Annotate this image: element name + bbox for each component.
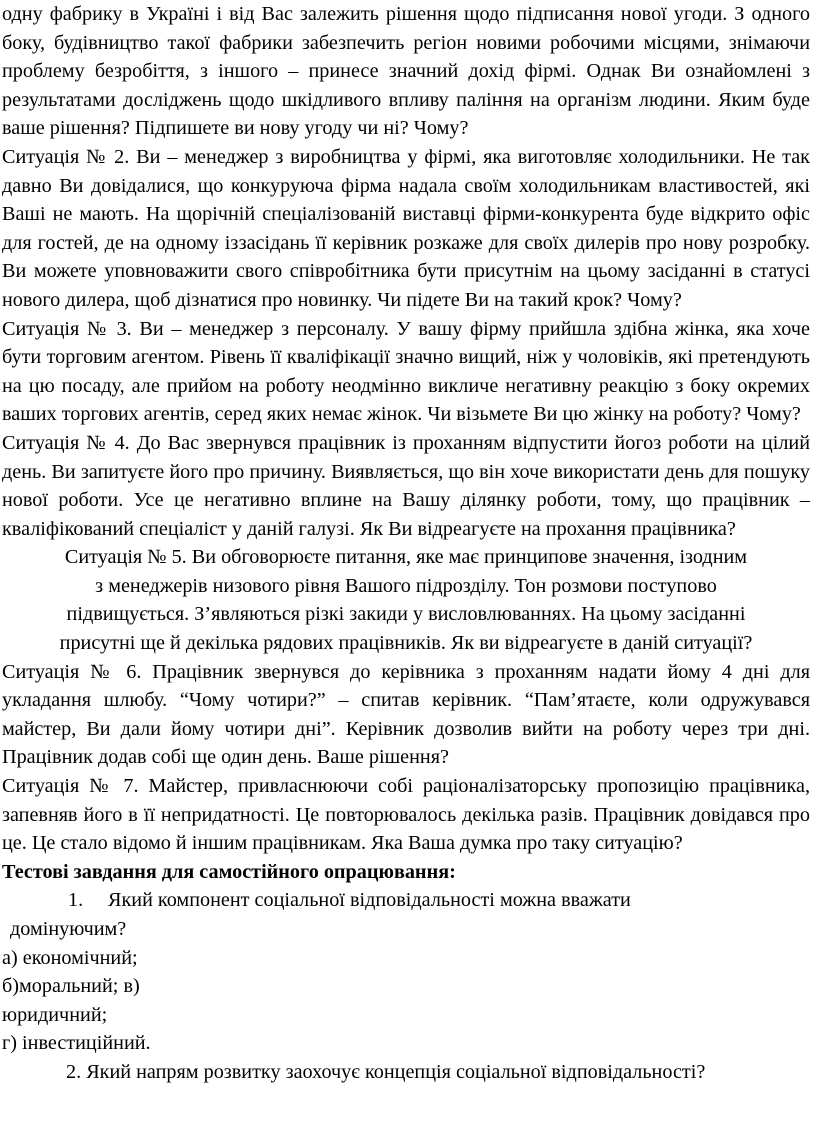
situation-2-paragraph: Ситуація № 2. Ви – менеджер з виробництва у фірмі, яка виготовляє холодильники. Не так давно Ви довідалися, що конкуруюча фірма надала своїм холодильникам властивостей, які Ваші не мають. На щорічній спеціалізованій виставці фірми-конкурента буде відкрито офіс для гостей, де на одному іззасідань її керівник розкаже для своїх дилерів про нову розробку. Ви можете уповноважити свого співробітника бути присутнім на цьому засіданні в статусі нового дилера, щоб дізнатися про новинку. Чи підете Ви на такий крок? Чому? <box>2 145 810 311</box>
question-1-continuation: домінуючим? <box>10 918 127 940</box>
question-1-option-d: г) інвестиційний. <box>2 1032 151 1055</box>
situation-5-line-1: Ситуація № 5. Ви обговорюєте питання, яке має принципове значення, ізодним <box>64 546 748 569</box>
situation-5-line-3: підвищується. З’являються різкі закиди у висловлюваннях. На цьому засіданні <box>66 603 746 626</box>
situation-6-paragraph: Ситуація № 6. Працівник звернувся до керівника з проханням надати йому 4 дні для укладання шлюбу. “Чому чотири?” – спитав керівник. “Пам’ятаєте, коли одружувався майстер, Ви дали йому чотири дні”. Керівник дозволив вийти на роботу через три дні. Працівник додав собі ще один день. Ваше рішення? <box>2 660 810 769</box>
situation-7-paragraph: Ситуація № 7. Майстер, привласнюючи собі раціоналізаторську пропозицію працівника, запевняв його в її непридатності. Це повторювалось декілька разів. Працівник довідався про це. Це стало відомо й іншим працівникам. Яка Ваша думка про таку ситуацію? <box>2 775 810 855</box>
question-1-text: Який компонент соціальної відповідальності можна вважати <box>108 889 631 912</box>
question-1-option-c: юридичний; <box>2 1003 108 1026</box>
situation-5-line-4: присутні ще й декілька рядових працівників. Як ви відреагуєте в даній ситуації? <box>59 632 753 655</box>
situation-5-block <box>2 543 810 657</box>
situation-5-line-2: з менеджерів низового рівня Вашого підрозділу. Тон розмови поступово <box>95 574 717 597</box>
question-1-number: 1. <box>68 889 84 912</box>
question-2: 2. Який напрям розвитку заохочує концепція соціальної відповідальності? <box>66 1060 706 1083</box>
intro-paragraph: одну фабрику в Україні і від Вас залежить рішення щодо підписання нової угоди. З одного боку, будівництво такої фабрики забезпечить регіон новими робочими місцями, знімаючи проблему безробіття, з іншого – принесе значний дохід фірмі. Однак Ви ознайомлені з результатами досліджень щодо шкідливого впливу паління на організм людини. Яким буде ваше рішення? Підпишете ви нову угоду чи ні? Чому? <box>2 3 810 140</box>
situation-4-paragraph: Ситуація № 4. До Вас звернувся працівник із проханням відпустити йогоз роботи на цілий день. Ви запитуєте його про причину. Виявляється, що він хоче використати день для пошуку нової роботи. Усе це негативно вплине на Вашу ділянку роботи, тому, що працівник – кваліфікований спеціаліст у даній галузі. Як Ви відреагуєте на прохання працівника? <box>2 431 810 540</box>
question-1 <box>2 886 810 915</box>
tests-heading: Тестові завдання для самостійного опрацювання: <box>2 860 456 883</box>
question-1-option-b: б)моральний; в) <box>2 975 140 998</box>
question-1-option-a: а) економічний; <box>2 946 138 969</box>
situation-3-paragraph: Ситуація № 3. Ви – менеджер з персоналу. У вашу фірму прийшла здібна жінка, яка хоче бути торговим агентом. Рівень її кваліфікації значно вищий, ніж у чоловіків, які претендують на цю посаду, але прийом на роботу неодмінно викличе негативну реакцію з боку окремих ваших торгових агентів, серед яких немає жінок. Чи візьмете Ви цю жінку на роботу? Чому? <box>2 317 810 426</box>
